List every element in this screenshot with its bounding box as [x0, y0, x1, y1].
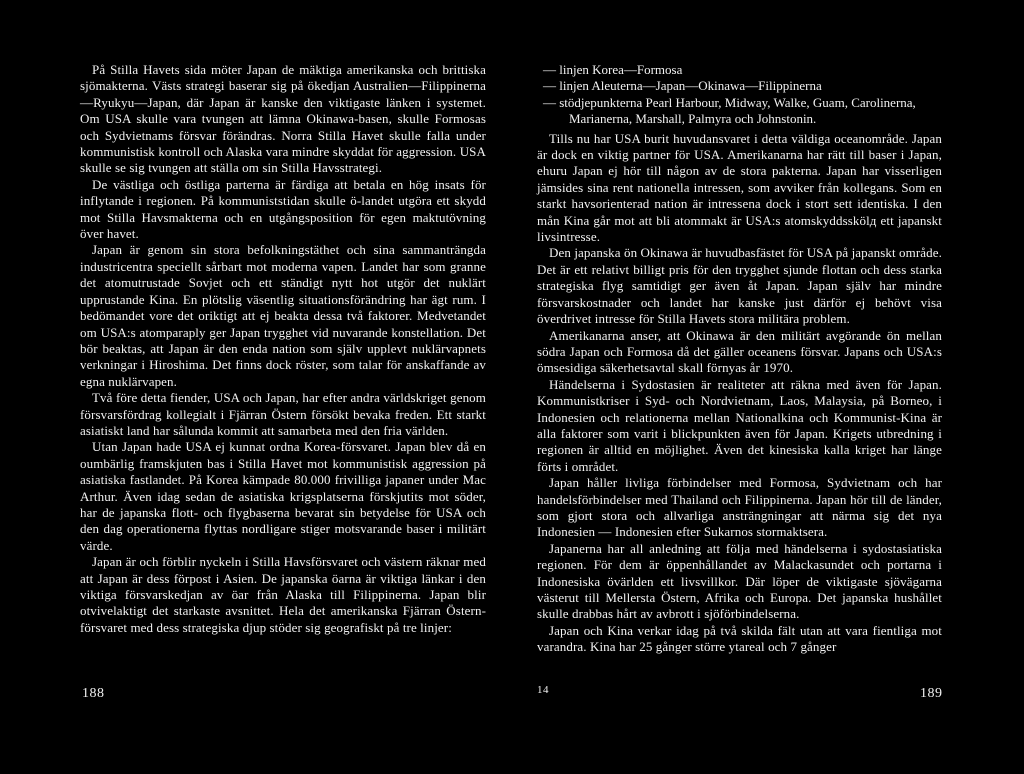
list-item: — linjen Korea—Formosa [543, 62, 683, 77]
defense-lines-list [537, 62, 942, 128]
left-page [80, 62, 486, 636]
left-paragraph: Två före detta fiender, USA och Japan, har efter andra världskriget genom försvarsfördrag kollegialt i Fjärran Östern försökt bevaka freden. Ett starkt asiatiskt land har sålunda kommit att samarbeta med den fria världen. [80, 390, 486, 438]
right-page [537, 62, 942, 656]
left-paragraph: De västliga och östliga parterna är färdiga att betala en hög insats för inflytande i regionen. På kommuniststidan skulle ö-landet utgöra ett skydd mot Stilla Havsmakterna och en utgångsposition för egen maktutövning över havet. [80, 176, 486, 242]
page-number-left: 188 [82, 686, 105, 701]
list-item: — stödjepunkterna Pearl Harbour, Midway, Walke, Guam, Carolinerna, Marianerna, Marshall, Palmyra och Johnstonin. [543, 94, 916, 127]
left-paragraph: På Stilla Havets sida möter Japan de mäktiga amerikanska och brittiska sjömakterna. Västs strategi baserar sig på ökedjan Australien—Filippinerna—Ryukyu—Japan, där Japan är kanske den viktigaste länken i systemet. Om USA skulle vara tvungen att lämna Okinawa-basen, skulle Formosas och Sydvietnams försvar förändras. Norra Stilla Havet skulle falla under kommunistisk kontroll och Alaska vara mindre skyddat för aggression. USA skulle se sig tvungen att ställa om sin Stilla Havsstrategi. [80, 62, 486, 176]
page-number-right: 189 [920, 686, 943, 701]
left-paragraph: Japan är genom sin stora befolkningstäthet och sina sammanträngda industricentra speciellt sårbart mot moderna vapen. Landet har som granne det atomutrustade Sovjet och ett ständigt nytt hot utgör det nuklärt upprustande Kina. En plötslig väsentlig situationsförändring har ägt rum. I bedömandet vore det oriktigt att ej beakta dessa två faktorer. Medvetandet om USA:s atomparaply ger Japan trygghet vid nuvarande konstellation. Det bör beaktas, att Japan är den enda nation som själv upplevt nuklärvapnets verkningar i Hiroshima. Det finns dock röster, som talar för anskaffande av egna nuklärvapen. [80, 242, 486, 389]
left-paragraph: Japan är och förblir nyckeln i Stilla Havsförsvaret och västern räknar med att Japan är dess förpost i Asien. De japanska öarna är viktiga länkar i den viktiga försvarskedjan av öar från Alaska till Filippinerna. Japan blir otvivelaktigt det starkaste avsnittet. Hela det amerikanska Fjärran Östern-försvaret med dess strategiska djup stöder sig geografiskt på tre linjer: [80, 554, 486, 635]
right-paragraph: Tills nu har USA burit huvudansvaret i detta väldiga oceanområde. Japan är dock en viktig partner för USA. Amerikanarna har rätt till baser i Japan, ehuru Japan ej hör till någon av de stora pakterna. Japan har visserligen jämsides sina rent nationella intressen, som avviker från kollegans. Som en starkt havsorienterad nation är intressena dock i stort sett identiska. I den mån Kina går mot att bli atommakt är USA:s atomskyddsskölд ett japanskt livsintresse. [537, 130, 942, 245]
left-paragraph: Utan Japan hade USA ej kunnat ordna Korea-försvaret. Japan blev då en oumbärlig framskjuten bas i Stilla Havet mot kommunistisk aggression på asiatiska fastlandet. På Korea kämpade 80.000 frivilliga japaner under Mac Arthur. Även idag sedan de asiatiska krigsplatserna förskjutits mot söder, har de japanska flott- och flygbaserna bevarat sin betydelse för USA och den dag operationerna flyttas nordligare stiger motsvarande baser i militärt värde. [80, 439, 486, 553]
right-paragraph: Japanerna har all anledning att följa med händelserna i sydostasiatiska regionen. För dem är öppenhållandet av Malackasundet och portarna i Indonesiska övärlden ett livsvillkor. Där löper de viktigaste sjövägarna västerut till Mellersta Östern, Afrika och Europa. Det japanska hushållet skulle drabbas hårt av avbrott i sjöförbindelserna. [537, 540, 942, 622]
right-paragraph: Den japanska ön Okinawa är huvudbasfästet för USA på japanskt område. Det är ett relativt billigt pris för den trygghet sjunde flottan och dess starka strategiska flyg samtidigt ger även åt Japan. Japan själv har mindre försvarskostnader och landet har kanske just därför ej behövt visa överdrivet intresse för Stilla Havets stora militära problem. [537, 245, 942, 327]
right-paragraph: Amerikanarna anser, att Okinawa är den militärt avgörande ön mellan södra Japan och Formosa då det gäller oceanens försvar. Japans och USA:s ömsesidiga säkerhetsavtal skall förnyas år 1970. [537, 327, 942, 376]
right-paragraph: Händelserna i Sydostasien är realiteter att räkna med även för Japan. Kommunistkriser i Syd- och Nordvietnam, Laos, Malaysia, på Borneo, i Indonesien och relationerna mellan Nationalkina och Kommunist-Kina är alla faktorer som varit i blickpunkten även för Japan. Krigets utbredning i regionen är alltid en möjlighet. Även det kinesiska kalla kriget har länge förts i området. [537, 376, 942, 474]
right-paragraph: Japan och Kina verkar idag på två skilda fält utan att vara fientliga mot varandra. Kina har 25 gånger större ytareal och 7 gånger [537, 622, 942, 655]
right-paragraph: Japan håller livliga förbindelser med Formosa, Sydvietnam och har handelsförbindelser med Thailand och Filippinerna. Japan hör till de länder, som gjort stora och allvarliga ansträngningar att närma sig det nya Indonesien — Indonesien efter Sukarnos stormaktsera. [537, 475, 942, 540]
signature-mark: 14 [537, 684, 549, 696]
list-item: — linjen Aleuterna—Japan—Okinawa—Filippinerna [543, 78, 822, 94]
